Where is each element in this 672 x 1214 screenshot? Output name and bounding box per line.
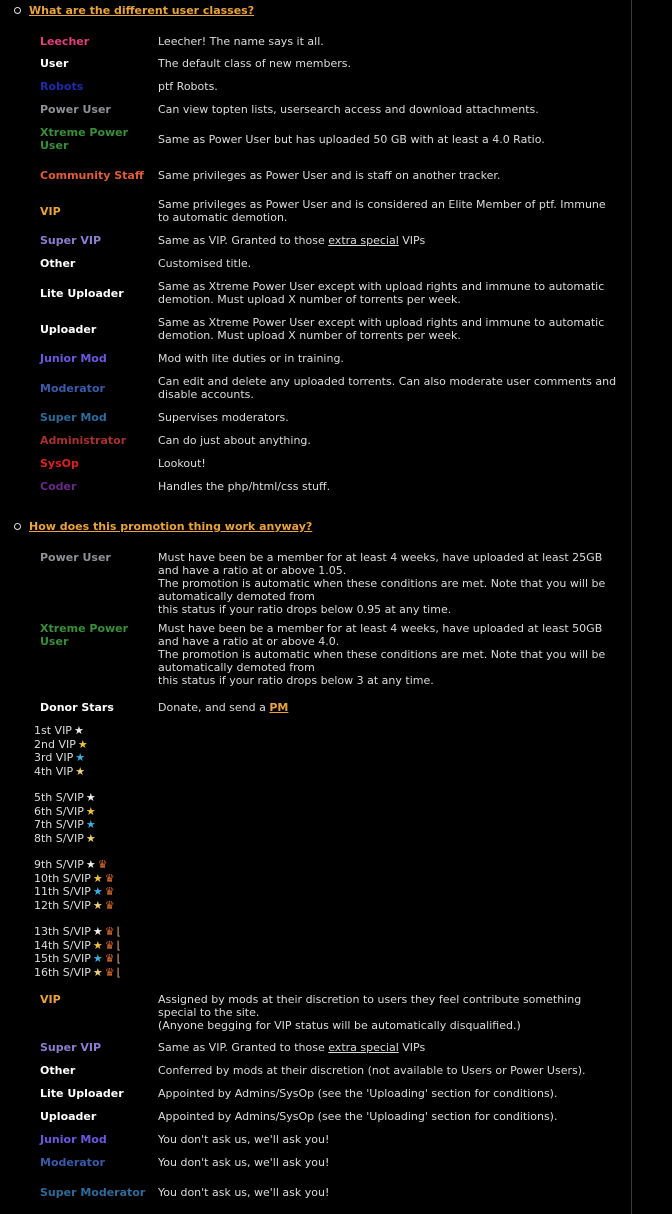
star-icon: ★: [92, 925, 103, 938]
table-row: [34, 429, 618, 452]
class-description: Supervises moderators.: [158, 411, 289, 424]
list-item: [34, 939, 121, 953]
class-name: Power User: [40, 551, 111, 564]
star-icon: ★: [85, 791, 96, 804]
star-icon: ★: [85, 858, 96, 871]
table-row: [34, 98, 618, 121]
desc-line: Must have been be a member for at least 4 weeks, have uploaded at least 25GB and have a ratio at or above 1.05.: [158, 551, 603, 577]
crown-icon: ♛: [104, 938, 115, 952]
class-name: Uploader: [40, 1110, 97, 1123]
extra-special-link[interactable]: extra special: [328, 1041, 399, 1054]
class-description: ptf Robots.: [158, 80, 218, 93]
crown-icon: ♛: [97, 858, 108, 871]
class-description: The default class of new members.: [158, 57, 351, 70]
class-name: Super VIP: [40, 234, 102, 247]
list-item: [34, 966, 121, 980]
table-row: [34, 347, 618, 370]
table-row: [34, 1059, 618, 1082]
table-row: [34, 157, 618, 193]
star-icon: ★: [92, 871, 103, 885]
class-name: Super VIP: [40, 1041, 102, 1054]
desc-line: The promotion is automatic when these conditions are met. Note that you will be automatically demoted from: [158, 648, 606, 674]
bullet-icon: [14, 7, 21, 14]
list-item: [34, 925, 121, 939]
class-description: [158, 616, 618, 696]
crown-icon: ♛: [104, 885, 115, 898]
class-name: Administrator: [40, 434, 127, 447]
class-description: Same as Power User but has uploaded 50 GB with at least a 4.0 Ratio.: [158, 132, 545, 146]
class-name: Community Staff: [40, 168, 144, 182]
star-label: 4th VIP: [34, 764, 74, 778]
class-description: Can view topten lists, usersearch access and download attachments.: [158, 103, 539, 116]
star-label: 14th S/VIP: [34, 938, 91, 952]
class-description: Appointed by Admins/SysOp (see the 'Uploading' section for conditions).: [158, 1087, 558, 1100]
promotion-table-top: [34, 546, 618, 718]
list-item: [34, 818, 121, 832]
table-row: [34, 452, 618, 475]
star-group: [34, 858, 121, 912]
star-label: 2nd VIP: [34, 737, 76, 751]
star-label: 11th S/VIP: [34, 885, 91, 898]
desc-line: (Anyone begging for VIP status will be automatically disqualified.): [158, 1019, 521, 1032]
table-row: [34, 252, 618, 275]
class-name: VIP: [40, 993, 61, 1006]
class-name: VIP: [40, 204, 61, 218]
table-row: [34, 990, 618, 1036]
class-description: Same as Xtreme Power User except with upload rights and immune to automatic demotion. Must upload X number of torrents per week.: [158, 280, 605, 306]
class-description: [158, 546, 618, 616]
class-name: Leecher: [40, 34, 90, 48]
class-name: Coder: [40, 480, 77, 493]
desc-line: Must have been be a member for at least 4 weeks, have uploaded at least 50GB and have a ratio at or above 4.0.: [158, 622, 603, 648]
table-row: [34, 696, 618, 718]
class-name: Lite Uploader: [40, 1087, 124, 1100]
table-row: [34, 546, 618, 616]
star-label: 1st VIP: [34, 724, 72, 737]
star-icon: ★: [92, 965, 103, 979]
class-name: Other: [40, 1064, 76, 1077]
class-name: Xtreme Power User: [40, 622, 129, 648]
class-description: Lookout!: [158, 457, 206, 470]
star-icon: ★: [92, 885, 103, 898]
star-label: 7th S/VIP: [34, 818, 84, 831]
class-name: Junior Mod: [40, 352, 107, 365]
class-description: Same privileges as Power User and is staff on another tracker.: [158, 168, 501, 182]
star-group: [34, 925, 121, 979]
desc-text: VIPs: [398, 234, 426, 247]
promotion-table-roles: [34, 1036, 618, 1210]
table-row: [34, 229, 618, 252]
desc-text: VIPs: [398, 1041, 426, 1054]
list-item: [34, 724, 121, 738]
class-description: [158, 1036, 618, 1059]
crown-icon: ♛: [104, 898, 115, 912]
star-group: [34, 791, 121, 845]
table-row: [34, 1105, 618, 1128]
list-item: [34, 765, 121, 779]
table-row: [34, 370, 618, 406]
crown-icon: ♛: [104, 871, 115, 885]
table-row: [34, 275, 618, 311]
crown-icon: ♛: [104, 965, 115, 979]
class-name: Super Moderator: [40, 1185, 146, 1199]
promotion-table-bottom: [34, 990, 618, 1036]
list-item: [34, 805, 121, 819]
crown-icon: ♛: [104, 952, 115, 965]
class-name: Moderator: [40, 1156, 105, 1169]
class-name: Other: [40, 257, 76, 270]
section-heading-user-classes: [14, 4, 254, 17]
class-description: Can do just about anything.: [158, 434, 311, 447]
star-label: 16th S/VIP: [34, 965, 91, 979]
star-icon: ★: [85, 804, 96, 818]
class-description: [158, 696, 618, 718]
pm-link[interactable]: PM: [269, 700, 289, 714]
class-name: Moderator: [40, 381, 105, 395]
bullet-icon: [14, 523, 21, 530]
desc-text: Donate, and send a: [158, 700, 270, 714]
table-row: [34, 52, 618, 75]
table-row: [34, 311, 618, 347]
list-item: [34, 885, 121, 899]
star-label: 5th S/VIP: [34, 791, 84, 804]
class-description: [158, 990, 618, 1036]
star-group: [34, 724, 121, 778]
table-row: [34, 193, 618, 229]
table-row: [34, 75, 618, 98]
star-icon: ★: [85, 831, 96, 845]
list-item: [34, 738, 121, 752]
class-name: Super Mod: [40, 411, 107, 424]
donor-stars-list: [34, 724, 121, 992]
list-item: [34, 952, 121, 966]
desc-line: Assigned by mods at their discretion to users they feel contribute something special to the site.: [158, 993, 582, 1019]
section-heading-promotion: [14, 520, 312, 533]
star-icon: ★: [75, 751, 86, 764]
star-icon: ★: [92, 938, 103, 952]
table-row: [34, 30, 618, 52]
star-label: 13th S/VIP: [34, 925, 91, 938]
class-name: User: [40, 57, 69, 70]
star-icon: ★: [92, 952, 103, 965]
extra-special-link[interactable]: extra special: [328, 234, 399, 247]
class-description: Conferred by mods at their discretion (not available to Users or Power Users).: [158, 1064, 586, 1077]
class-description: You don't ask us, we'll ask you!: [158, 1156, 330, 1169]
boot-icon: ⌊: [116, 938, 121, 952]
table-row: [34, 1036, 618, 1059]
star-label: 12th S/VIP: [34, 898, 91, 912]
class-description: Same as Xtreme Power User except with upload rights and immune to automatic demotion. Must upload X number of torrents per week.: [158, 316, 605, 342]
class-name: Robots: [40, 80, 84, 93]
crown-icon: ♛: [104, 925, 115, 938]
boot-icon: ⌊: [116, 952, 121, 965]
class-description: Customised title.: [158, 257, 252, 270]
desc-text: Same as VIP. Granted to those: [158, 1041, 329, 1054]
class-name: SysOp: [40, 457, 79, 470]
desc-text: Same as VIP. Granted to those: [158, 234, 329, 247]
list-item: [34, 791, 121, 805]
desc-line: this status if your ratio drops below 3 at any time.: [158, 674, 434, 687]
boot-icon: ⌊: [116, 965, 121, 979]
list-item: [34, 858, 121, 872]
list-item: [34, 899, 121, 913]
table-row: [34, 616, 618, 696]
star-icon: ★: [75, 764, 86, 778]
star-label: 10th S/VIP: [34, 871, 91, 885]
desc-line: The promotion is automatic when these conditions are met. Note that you will be automatically demoted from: [158, 577, 606, 603]
class-description: Same privileges as Power User and is considered an Elite Member of ptf. Immune to automatic demotion.: [158, 198, 606, 224]
class-description: Leecher! The name says it all.: [158, 34, 324, 48]
promotion-link[interactable]: How does this promotion thing work anyway?: [29, 520, 313, 533]
star-icon: ★: [92, 898, 103, 912]
table-row: [34, 475, 618, 498]
star-label: 15th S/VIP: [34, 952, 91, 965]
table-row: [34, 1174, 618, 1210]
table-row: [34, 1151, 618, 1174]
desc-line: this status if your ratio drops below 0.95 at any time.: [158, 603, 452, 616]
table-row: [34, 1128, 618, 1151]
class-description: Mod with lite duties or in training.: [158, 352, 344, 365]
class-name: Junior Mod: [40, 1133, 107, 1146]
user-classes-link[interactable]: What are the different user classes?: [29, 4, 255, 17]
table-row: [34, 406, 618, 429]
star-icon: ★: [73, 724, 84, 737]
class-name: Xtreme Power User: [40, 126, 129, 152]
table-row: [34, 1082, 618, 1105]
class-description: Appointed by Admins/SysOp (see the 'Uploading' section for conditions).: [158, 1110, 558, 1123]
table-row: [34, 121, 618, 157]
star-label: 9th S/VIP: [34, 858, 84, 871]
class-name: Lite Uploader: [40, 286, 124, 300]
star-icon: ★: [85, 818, 96, 831]
class-name: Donor Stars: [40, 700, 114, 714]
star-label: 6th S/VIP: [34, 804, 84, 818]
class-description: [158, 229, 618, 252]
class-description: You don't ask us, we'll ask you!: [158, 1133, 330, 1146]
star-icon: ★: [77, 737, 88, 751]
content-border-line: [631, 0, 632, 1214]
star-label: 3rd VIP: [34, 751, 74, 764]
class-name: Power User: [40, 103, 111, 116]
list-item: [34, 832, 121, 846]
class-name: Uploader: [40, 322, 97, 336]
list-item: [34, 751, 121, 765]
boot-icon: ⌊: [116, 925, 121, 938]
class-description: Can edit and delete any uploaded torrents. Can also moderate user comments and disable accounts.: [158, 375, 617, 401]
user-classes-table: [34, 30, 618, 498]
class-description: Handles the php/html/css stuff.: [158, 480, 331, 493]
star-label: 8th S/VIP: [34, 831, 84, 845]
list-item: [34, 872, 121, 886]
class-description: You don't ask us, we'll ask you!: [158, 1185, 330, 1199]
